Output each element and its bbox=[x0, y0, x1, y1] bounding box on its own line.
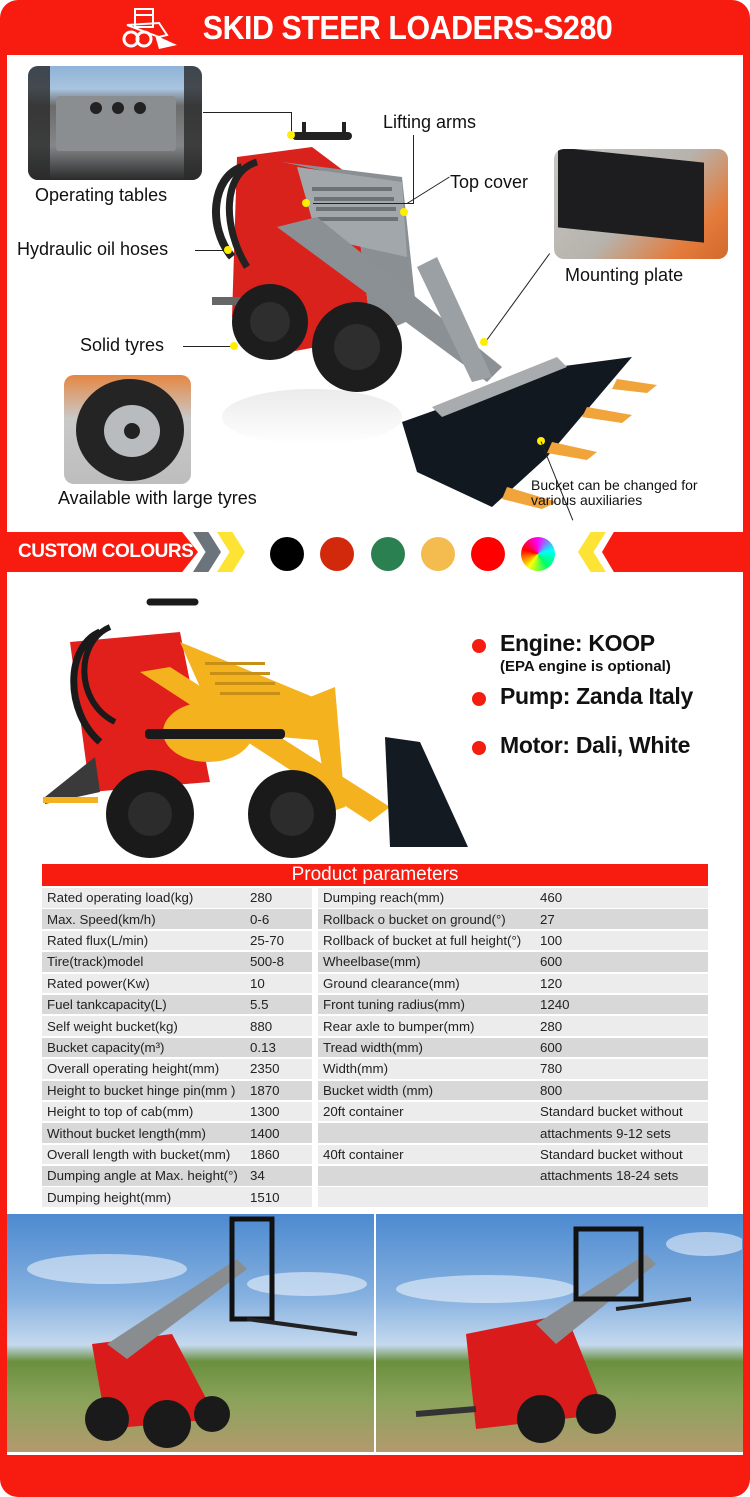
table-row: Height to top of cab(mm) 1300 bbox=[42, 1102, 312, 1122]
leader-line bbox=[195, 250, 225, 251]
callout-bucket: Bucket can be changed for various auxiliaries bbox=[531, 477, 698, 508]
leader-line bbox=[183, 346, 233, 347]
custom-colours-label: CUSTOM COLOURS bbox=[18, 541, 194, 562]
callout-top-cover: Top cover bbox=[450, 172, 529, 192]
table-row: attachments 9-12 sets bbox=[318, 1123, 708, 1143]
page-title: SKID STEER LOADERS-S280 bbox=[203, 8, 613, 46]
custom-colours-bar bbox=[0, 532, 750, 572]
bullet-dot-icon bbox=[472, 692, 486, 706]
table-row: attachments 18-24 sets bbox=[318, 1166, 708, 1186]
callout-hydraulic-oil-hoses: Hydraulic oil hoses bbox=[17, 239, 169, 259]
parameters-left-column bbox=[42, 888, 312, 1209]
colour-swatch-multicolor[interactable] bbox=[521, 537, 555, 571]
table-row: Rated operating load(kg) 280 bbox=[42, 888, 312, 908]
spec-pump: Pump: Zanda Italy bbox=[470, 683, 740, 710]
spec-motor: Motor: Dali, White bbox=[470, 732, 740, 759]
table-row: Rollback o bucket on ground(°) 27 bbox=[318, 909, 708, 929]
bullet-dot-icon bbox=[472, 741, 486, 755]
callout-dot bbox=[230, 342, 238, 350]
table-row: Max. Speed(km/h) 0-6 bbox=[42, 909, 312, 929]
table-row: Overall operating height(mm) 2350 bbox=[42, 1059, 312, 1079]
key-specs-list bbox=[470, 630, 740, 759]
table-row: Fuel tankcapacity(L) 5.5 bbox=[42, 995, 312, 1015]
callout-operating-tables: Operating tables bbox=[35, 185, 168, 205]
product-parameters-table bbox=[42, 864, 708, 1209]
operating-tables-photo bbox=[28, 66, 202, 180]
table-row: Dumping angle at Max. height(°) 34 bbox=[42, 1166, 312, 1186]
skid-steer-with-forks-image bbox=[376, 1214, 742, 1452]
table-row: Height to bucket hinge pin(mm ) 1870 bbox=[42, 1081, 312, 1101]
feature-callout-section bbox=[7, 55, 743, 530]
colour-swatch-black[interactable] bbox=[270, 537, 304, 571]
parameters-right-column bbox=[318, 888, 708, 1209]
table-row: Without bucket length(mm) 1400 bbox=[42, 1123, 312, 1143]
callout-dot bbox=[287, 131, 295, 139]
callout-dot bbox=[400, 208, 408, 216]
callout-mounting-plate: Mounting plate bbox=[565, 265, 684, 285]
skid-steer-with-forks-image bbox=[7, 1214, 373, 1452]
table-row: Rear axle to bumper(mm) 280 bbox=[318, 1016, 708, 1036]
leader-line bbox=[203, 112, 291, 113]
page-header bbox=[0, 0, 750, 55]
chevron-left-icon bbox=[578, 532, 606, 572]
table-row: Bucket width (mm) 800 bbox=[318, 1081, 708, 1101]
table-row: Overall length with bucket(mm) 1860 bbox=[42, 1145, 312, 1165]
table-row: Rated power(Kw) 10 bbox=[42, 974, 312, 994]
table-row: Rated flux(L/min) 25-70 bbox=[42, 931, 312, 951]
table-row: Ground clearance(mm) 120 bbox=[318, 974, 708, 994]
table-row bbox=[318, 1187, 708, 1207]
table-row: 20ft container Standard bucket without bbox=[318, 1102, 708, 1122]
colour-swatch-green[interactable] bbox=[371, 537, 405, 571]
spec-engine-note: (EPA engine is optional) bbox=[500, 658, 671, 675]
leader-line bbox=[413, 135, 414, 203]
table-row: Wheelbase(mm) 600 bbox=[318, 952, 708, 972]
colour-swatch-brick-red[interactable] bbox=[320, 537, 354, 571]
table-row: Front tuning radius(mm) 1240 bbox=[318, 995, 708, 1015]
colour-swatch-mustard-yellow[interactable] bbox=[421, 537, 455, 571]
table-row: Rollback of bucket at full height(°) 100 bbox=[318, 931, 708, 951]
table-row: Dumping height(mm) 1510 bbox=[42, 1187, 312, 1207]
table-row: Tire(track)model 500-8 bbox=[42, 952, 312, 972]
parameters-title: Product parameters bbox=[42, 864, 708, 886]
table-row: 40ft container Standard bucket without bbox=[318, 1145, 708, 1165]
yellow-skid-steer-loader-image bbox=[40, 592, 470, 860]
table-row: Width(mm) 780 bbox=[318, 1059, 708, 1079]
chevron-right-icon bbox=[217, 532, 245, 572]
callout-dot bbox=[302, 199, 310, 207]
callout-dot bbox=[224, 246, 232, 254]
field-photo-forks-side bbox=[7, 1214, 374, 1452]
callout-dot bbox=[480, 338, 488, 346]
field-photos bbox=[7, 1214, 743, 1452]
callout-solid-tyres: Solid tyres bbox=[80, 335, 165, 355]
callout-large-tyres: Available with large tyres bbox=[58, 488, 257, 508]
leader-line bbox=[313, 203, 414, 204]
table-row: Bucket capacity(m³) 0.13 bbox=[42, 1038, 312, 1058]
table-row: Self weight bucket(kg) 880 bbox=[42, 1016, 312, 1036]
large-tyres-photo bbox=[64, 375, 191, 484]
skid-steer-loader-icon bbox=[119, 5, 179, 51]
custom-colours-banner-right bbox=[602, 532, 750, 572]
callout-lifting-arms: Lifting arms bbox=[383, 112, 477, 132]
table-row: Tread width(mm) 600 bbox=[318, 1038, 708, 1058]
spec-engine: Engine: KOOP (EPA engine is optional) bbox=[470, 630, 740, 675]
bullet-dot-icon bbox=[472, 639, 486, 653]
mounting-plate-photo bbox=[554, 149, 728, 259]
table-row: Dumping reach(mm) 460 bbox=[318, 888, 708, 908]
field-photo-forks-front bbox=[376, 1214, 743, 1452]
colour-swatch-red[interactable] bbox=[471, 537, 505, 571]
